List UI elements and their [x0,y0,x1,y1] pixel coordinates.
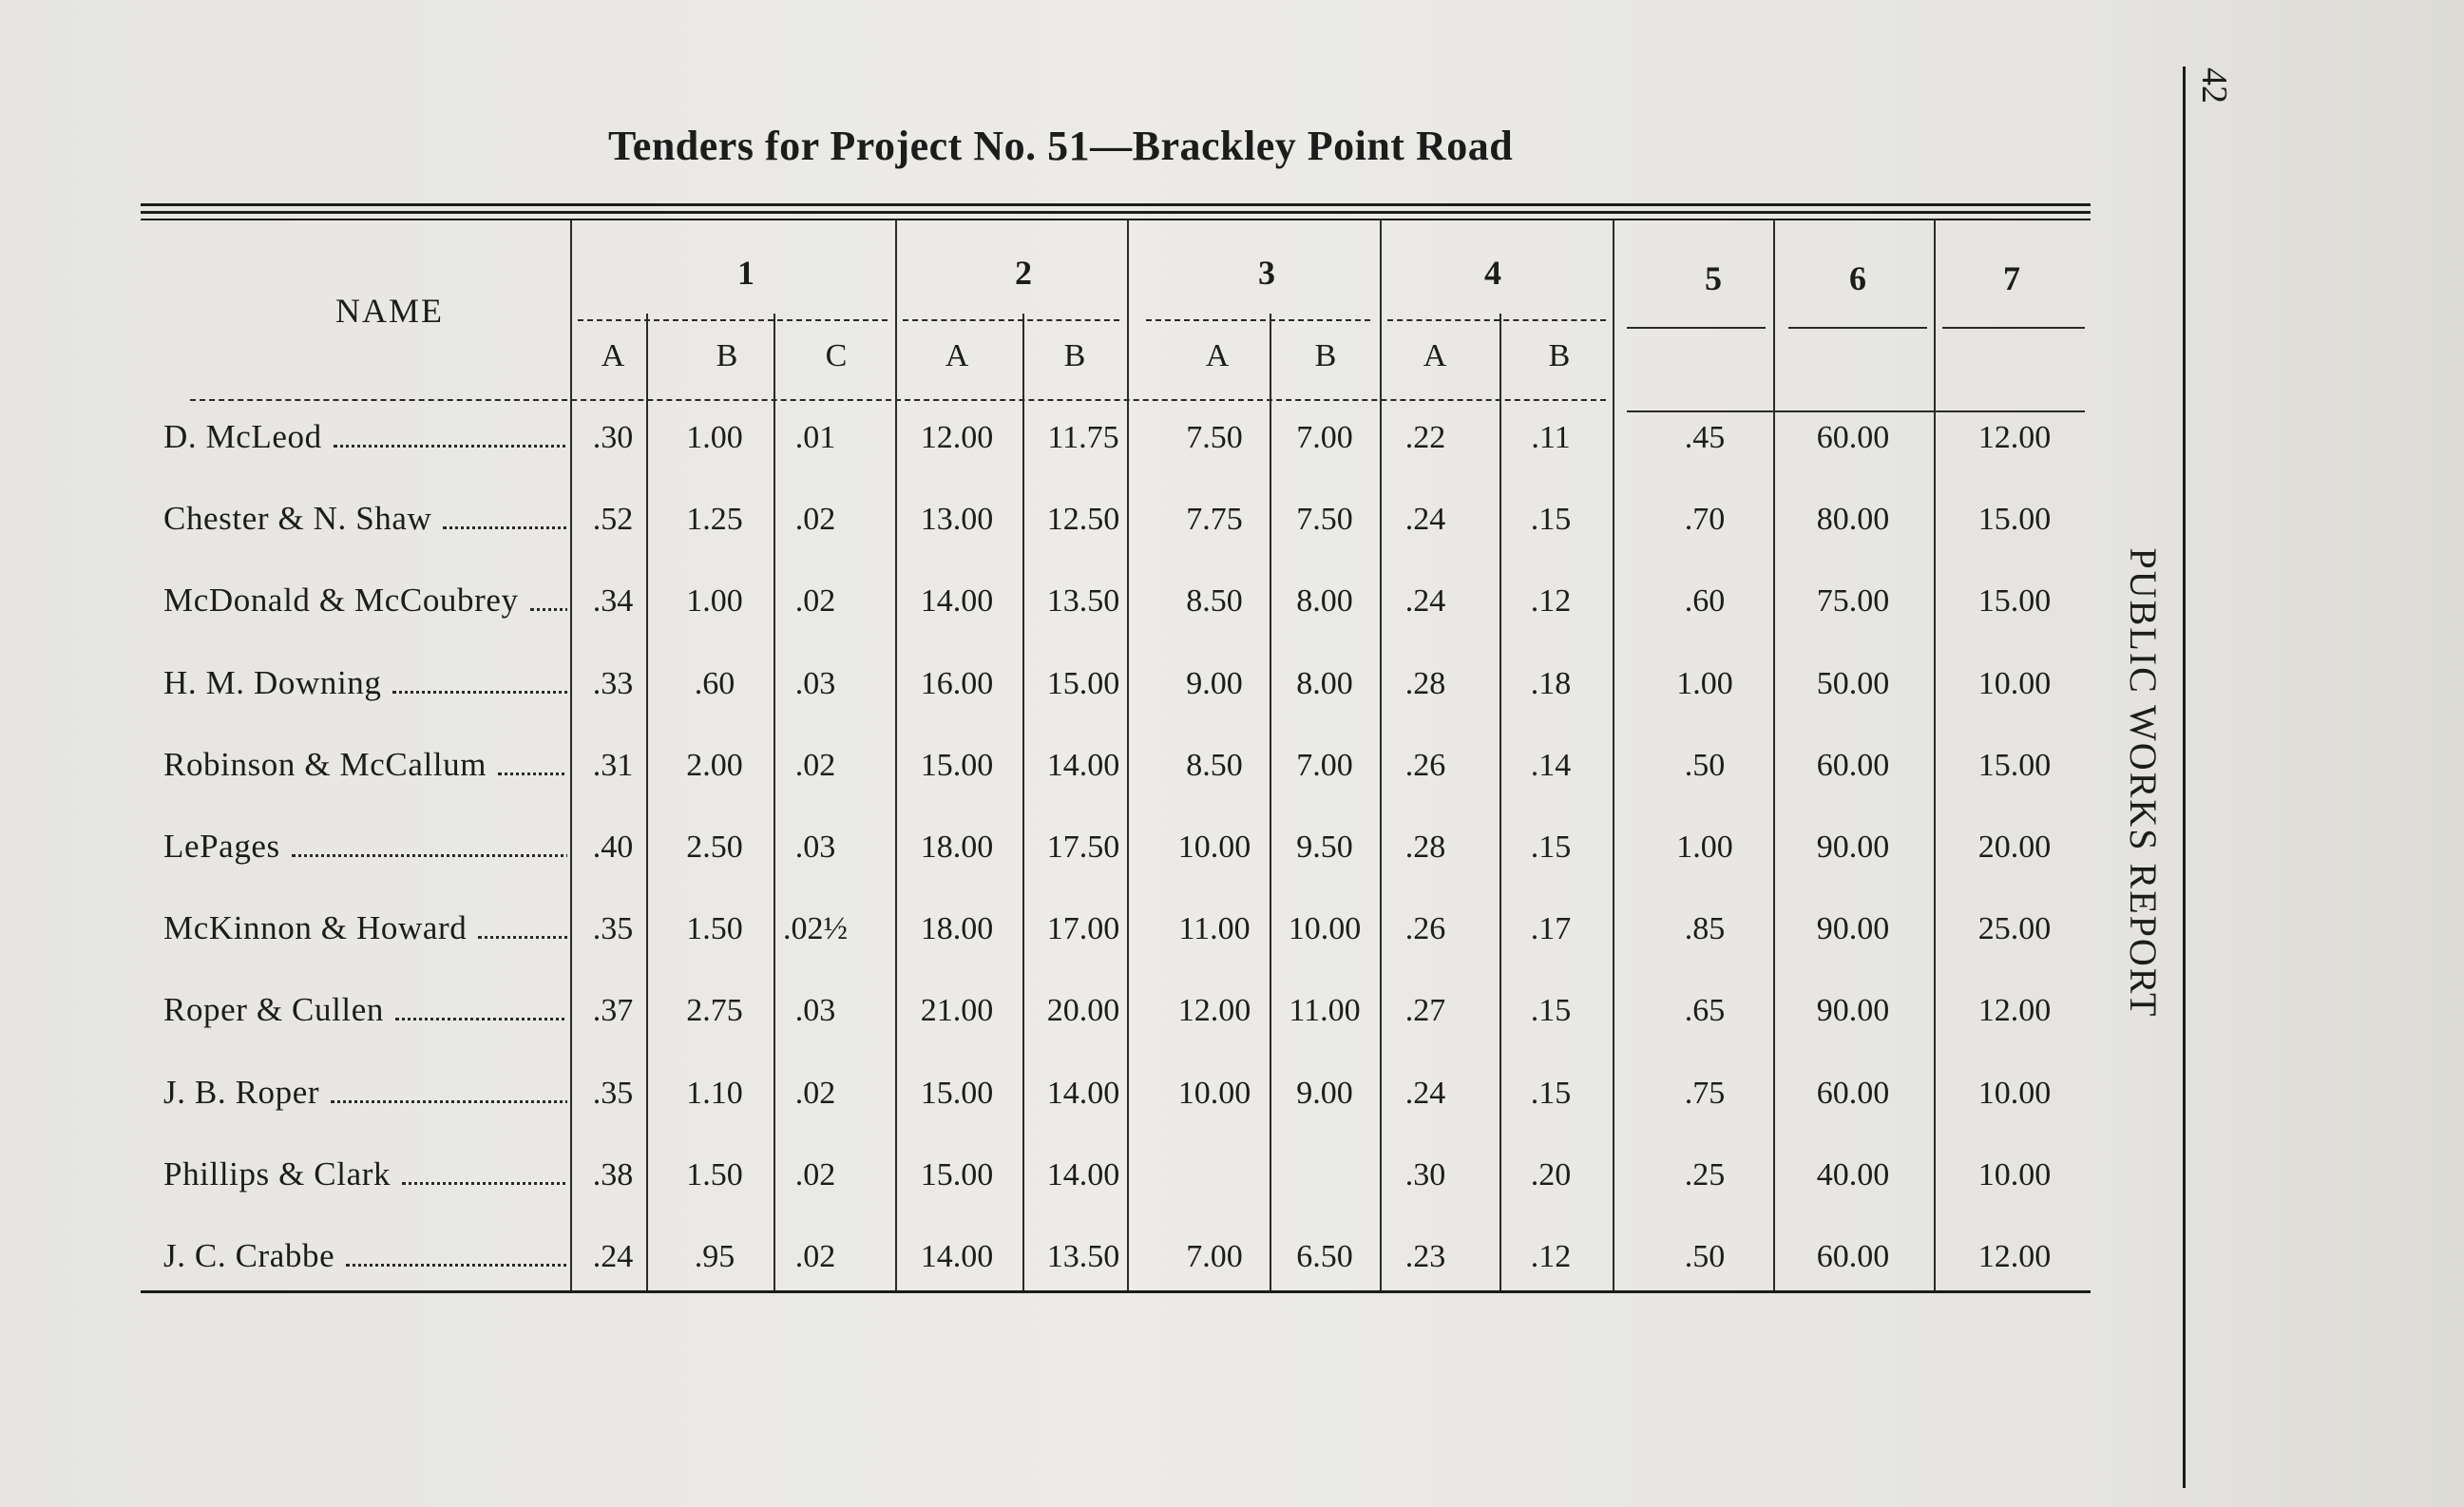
top-rule-1 [141,203,2091,206]
group-header-3: 3 [1258,254,1275,292]
cell-3b: 10.00 [1288,911,1362,946]
cell-1a: .30 [592,420,634,455]
cell-1c: .02 [794,748,836,783]
cell-3a: 7.00 [1186,1239,1243,1274]
cell-4b: .12 [1530,583,1572,619]
cell-7: 10.00 [1977,1076,2052,1111]
cell-5: .50 [1684,748,1726,783]
cell-7: 15.00 [1977,502,2052,537]
cell-4a: .28 [1404,666,1446,701]
row-name [163,909,567,947]
cell-2b: 14.00 [1046,1157,1120,1192]
divider-3b [1270,314,1271,1290]
bidder-name: McKinnon & Howard [163,909,468,946]
cell-6: 75.00 [1816,583,1890,619]
dot-leader [402,1182,567,1185]
cell-4a: .24 [1404,502,1446,537]
cell-7: 25.00 [1977,911,2052,946]
sub-header-4a: A [1423,338,1447,373]
divider-2b [1022,314,1024,1290]
sub-header-1a: A [601,338,625,373]
dot-leader [292,854,567,857]
divider-1b [646,314,648,1290]
cell-2a: 14.00 [920,583,994,619]
cell-5: .45 [1684,420,1726,455]
cell-2b: 17.50 [1046,830,1120,865]
cell-6: 50.00 [1816,666,1890,701]
cell-2a: 16.00 [920,666,994,701]
cell-6: 90.00 [1816,993,1890,1028]
bidder-name: LePages [163,828,280,865]
cell-5: .65 [1684,993,1726,1028]
header-bottom-rule-right [1627,410,2085,412]
cell-1b: 2.75 [686,993,743,1028]
row-name [163,991,567,1029]
divider-group-5 [1613,220,1614,1290]
dot-leader [395,1018,567,1021]
cell-3b: 7.50 [1296,502,1353,537]
running-heading: PUBLIC WORKS REPORT [2122,547,2165,1019]
cell-7: 12.00 [1977,420,2052,455]
cell-1a: .33 [592,666,634,701]
cell-4a: .30 [1404,1157,1446,1192]
cell-6: 60.00 [1816,1076,1890,1111]
top-rule-2 [141,211,2091,214]
group-1-underline [578,319,888,321]
cell-3a: 12.00 [1177,993,1251,1028]
group-5-underline [1627,327,1766,329]
cell-6: 60.00 [1816,748,1890,783]
bidder-name: Robinson & McCallum [163,746,487,783]
row-name [163,1237,567,1275]
divider-group-7 [1934,220,1936,1290]
cell-1a: .37 [592,993,634,1028]
dot-leader [392,691,567,694]
cell-5: .50 [1684,1239,1726,1274]
cell-1b: 2.50 [686,830,743,865]
cell-3b: 7.00 [1296,748,1353,783]
cell-2b: 14.00 [1046,748,1120,783]
cell-4b: .17 [1530,911,1572,946]
cell-1c: .03 [794,993,836,1028]
cell-4b: .15 [1530,830,1572,865]
cell-3a: 10.00 [1177,830,1251,865]
dot-leader [334,445,567,448]
cell-1c: .02 [794,1076,836,1111]
cell-3a: 9.00 [1186,666,1243,701]
cell-1b: 1.00 [686,420,743,455]
cell-2b: 14.00 [1046,1076,1120,1111]
divider-1c [774,314,775,1290]
sub-header-4b: B [1548,338,1571,373]
cell-3b: 6.50 [1296,1239,1353,1274]
cell-1b: 2.00 [686,748,743,783]
group-4-underline [1387,319,1606,321]
cell-4b: .15 [1530,1076,1572,1111]
cell-1c: .02 [794,502,836,537]
cell-3a: 10.00 [1177,1076,1251,1111]
bidder-name: McDonald & McCoubrey [163,582,519,619]
cell-4b: .20 [1530,1157,1572,1192]
sub-header-1b: B [716,338,738,373]
group-6-underline [1788,327,1927,329]
bidder-name: Phillips & Clark [163,1155,392,1192]
cell-7: 10.00 [1977,666,2052,701]
row-name [163,828,567,866]
cell-6: 80.00 [1816,502,1890,537]
cell-2b: 15.00 [1046,666,1120,701]
cell-7: 15.00 [1977,748,2052,783]
cell-4b: .14 [1530,748,1572,783]
cell-5: .70 [1684,502,1726,537]
cell-2a: 12.00 [920,420,994,455]
group-header-6: 6 [1849,259,1866,297]
cell-1a: .34 [592,583,634,619]
cell-2a: 15.00 [920,1076,994,1111]
cell-3b: 7.00 [1296,420,1353,455]
cell-6: 60.00 [1816,420,1890,455]
cell-1b: .60 [694,666,735,701]
cell-2a: 15.00 [920,1157,994,1192]
cell-7: 20.00 [1977,830,2052,865]
cell-1c: .01 [794,420,836,455]
cell-4a: .26 [1404,911,1446,946]
cell-5: 1.00 [1676,830,1733,865]
cell-1c: .02 [794,583,836,619]
cell-4a: .26 [1404,748,1446,783]
sub-header-1c: C [825,338,848,373]
cell-1b: .95 [694,1239,735,1274]
bidder-name: D. McLeod [163,418,322,455]
cell-3b: 9.00 [1296,1076,1353,1111]
cell-1a: .31 [592,748,634,783]
cell-2a: 18.00 [920,911,994,946]
bidder-name: J. B. Roper [163,1074,320,1111]
row-name [163,1074,567,1112]
dot-leader [443,526,567,529]
cell-2b: 13.50 [1046,583,1120,619]
cell-4b: .15 [1530,993,1572,1028]
bidder-name: Chester & N. Shaw [163,500,432,537]
dot-leader [346,1264,567,1267]
group-header-1: 1 [737,254,754,292]
cell-3b: 11.00 [1289,993,1361,1028]
group-7-underline [1942,327,2085,329]
cell-7: 15.00 [1977,583,2052,619]
cell-1b: 1.00 [686,583,743,619]
cell-1a: .35 [592,911,634,946]
cell-3a: 8.50 [1186,748,1243,783]
cell-2a: 18.00 [920,830,994,865]
cell-1a: .24 [592,1239,634,1274]
row-name [163,746,567,784]
bottom-rule [141,1290,2091,1293]
cell-6: 40.00 [1816,1157,1890,1192]
sub-header-2a: A [945,338,969,373]
cell-3a: 11.00 [1178,911,1251,946]
sub-header-3a: A [1205,338,1230,373]
cell-2b: 13.50 [1046,1239,1120,1274]
row-name [163,1155,567,1193]
cell-2b: 11.75 [1047,420,1119,455]
cell-4a: .22 [1404,420,1446,455]
row-name [163,664,567,702]
header-bottom-rule [190,399,1606,401]
cell-4a: .28 [1404,830,1446,865]
cell-3a: 7.50 [1186,420,1243,455]
cell-7: 12.00 [1977,993,2052,1028]
row-name [163,582,567,620]
top-rule-3 [141,219,2091,220]
cell-1a: .40 [592,830,634,865]
cell-3b: 9.50 [1296,830,1353,865]
side-rule [2183,67,2186,1488]
bidder-name: Roper & Cullen [163,991,384,1028]
cell-5: .60 [1684,583,1726,619]
cell-7: 12.00 [1977,1239,2052,1274]
cell-4a: .24 [1404,583,1446,619]
cell-4a: .27 [1404,993,1446,1028]
cell-5: .75 [1684,1076,1726,1111]
cell-2a: 13.00 [920,502,994,537]
group-2-underline [903,319,1119,321]
name-header: NAME [335,292,444,330]
cell-5: .25 [1684,1157,1726,1192]
cell-1a: .52 [592,502,634,537]
group-header-2: 2 [1015,254,1032,292]
sub-header-2b: B [1063,338,1086,373]
cell-1c: .02 [794,1239,836,1274]
bidder-name: J. C. Crabbe [163,1237,335,1274]
cell-1c: .02½ [783,911,848,946]
cell-3b: 8.00 [1296,666,1353,701]
cell-1a: .38 [592,1157,634,1192]
cell-2b: 12.50 [1046,502,1120,537]
cell-2b: 17.00 [1046,911,1120,946]
cell-1b: 1.25 [686,502,743,537]
cell-4b: .12 [1530,1239,1572,1274]
cell-4b: .11 [1531,420,1571,455]
cell-6: 90.00 [1816,830,1890,865]
group-header-5: 5 [1705,259,1722,297]
group-header-7: 7 [2003,259,2020,297]
cell-1b: 1.10 [686,1076,743,1111]
cell-1c: .03 [794,830,836,865]
cell-2a: 21.00 [920,993,994,1028]
cell-6: 60.00 [1816,1239,1890,1274]
dot-leader [331,1100,567,1103]
cell-1b: 1.50 [686,1157,743,1192]
cell-1a: .35 [592,1076,634,1111]
group-3-underline [1146,319,1370,321]
divider-4b [1499,314,1501,1290]
page-title: Tenders for Project No. 51—Brackley Point Road [608,123,1514,169]
row-name [163,500,567,538]
divider-group-6 [1773,220,1775,1290]
cell-6: 90.00 [1816,911,1890,946]
cell-5: 1.00 [1676,666,1733,701]
cell-4b: .18 [1530,666,1572,701]
group-header-4: 4 [1484,254,1501,292]
page-number: 42 [2194,67,2234,104]
row-name [163,418,567,456]
bidder-name: H. M. Downing [163,664,382,701]
cell-3b: 8.00 [1296,583,1353,619]
cell-2a: 14.00 [920,1239,994,1274]
cell-3a: 7.75 [1186,502,1243,537]
cell-1b: 1.50 [686,911,743,946]
cell-4a: .24 [1404,1076,1446,1111]
cell-4a: .23 [1404,1239,1446,1274]
cell-1c: .02 [794,1157,836,1192]
cell-2a: 15.00 [920,748,994,783]
sub-header-3b: B [1314,338,1337,373]
cell-7: 10.00 [1977,1157,2052,1192]
cell-5: .85 [1684,911,1726,946]
cell-1c: .03 [794,666,836,701]
cell-2b: 20.00 [1046,993,1120,1028]
cell-4b: .15 [1530,502,1572,537]
cell-3a: 8.50 [1186,583,1243,619]
